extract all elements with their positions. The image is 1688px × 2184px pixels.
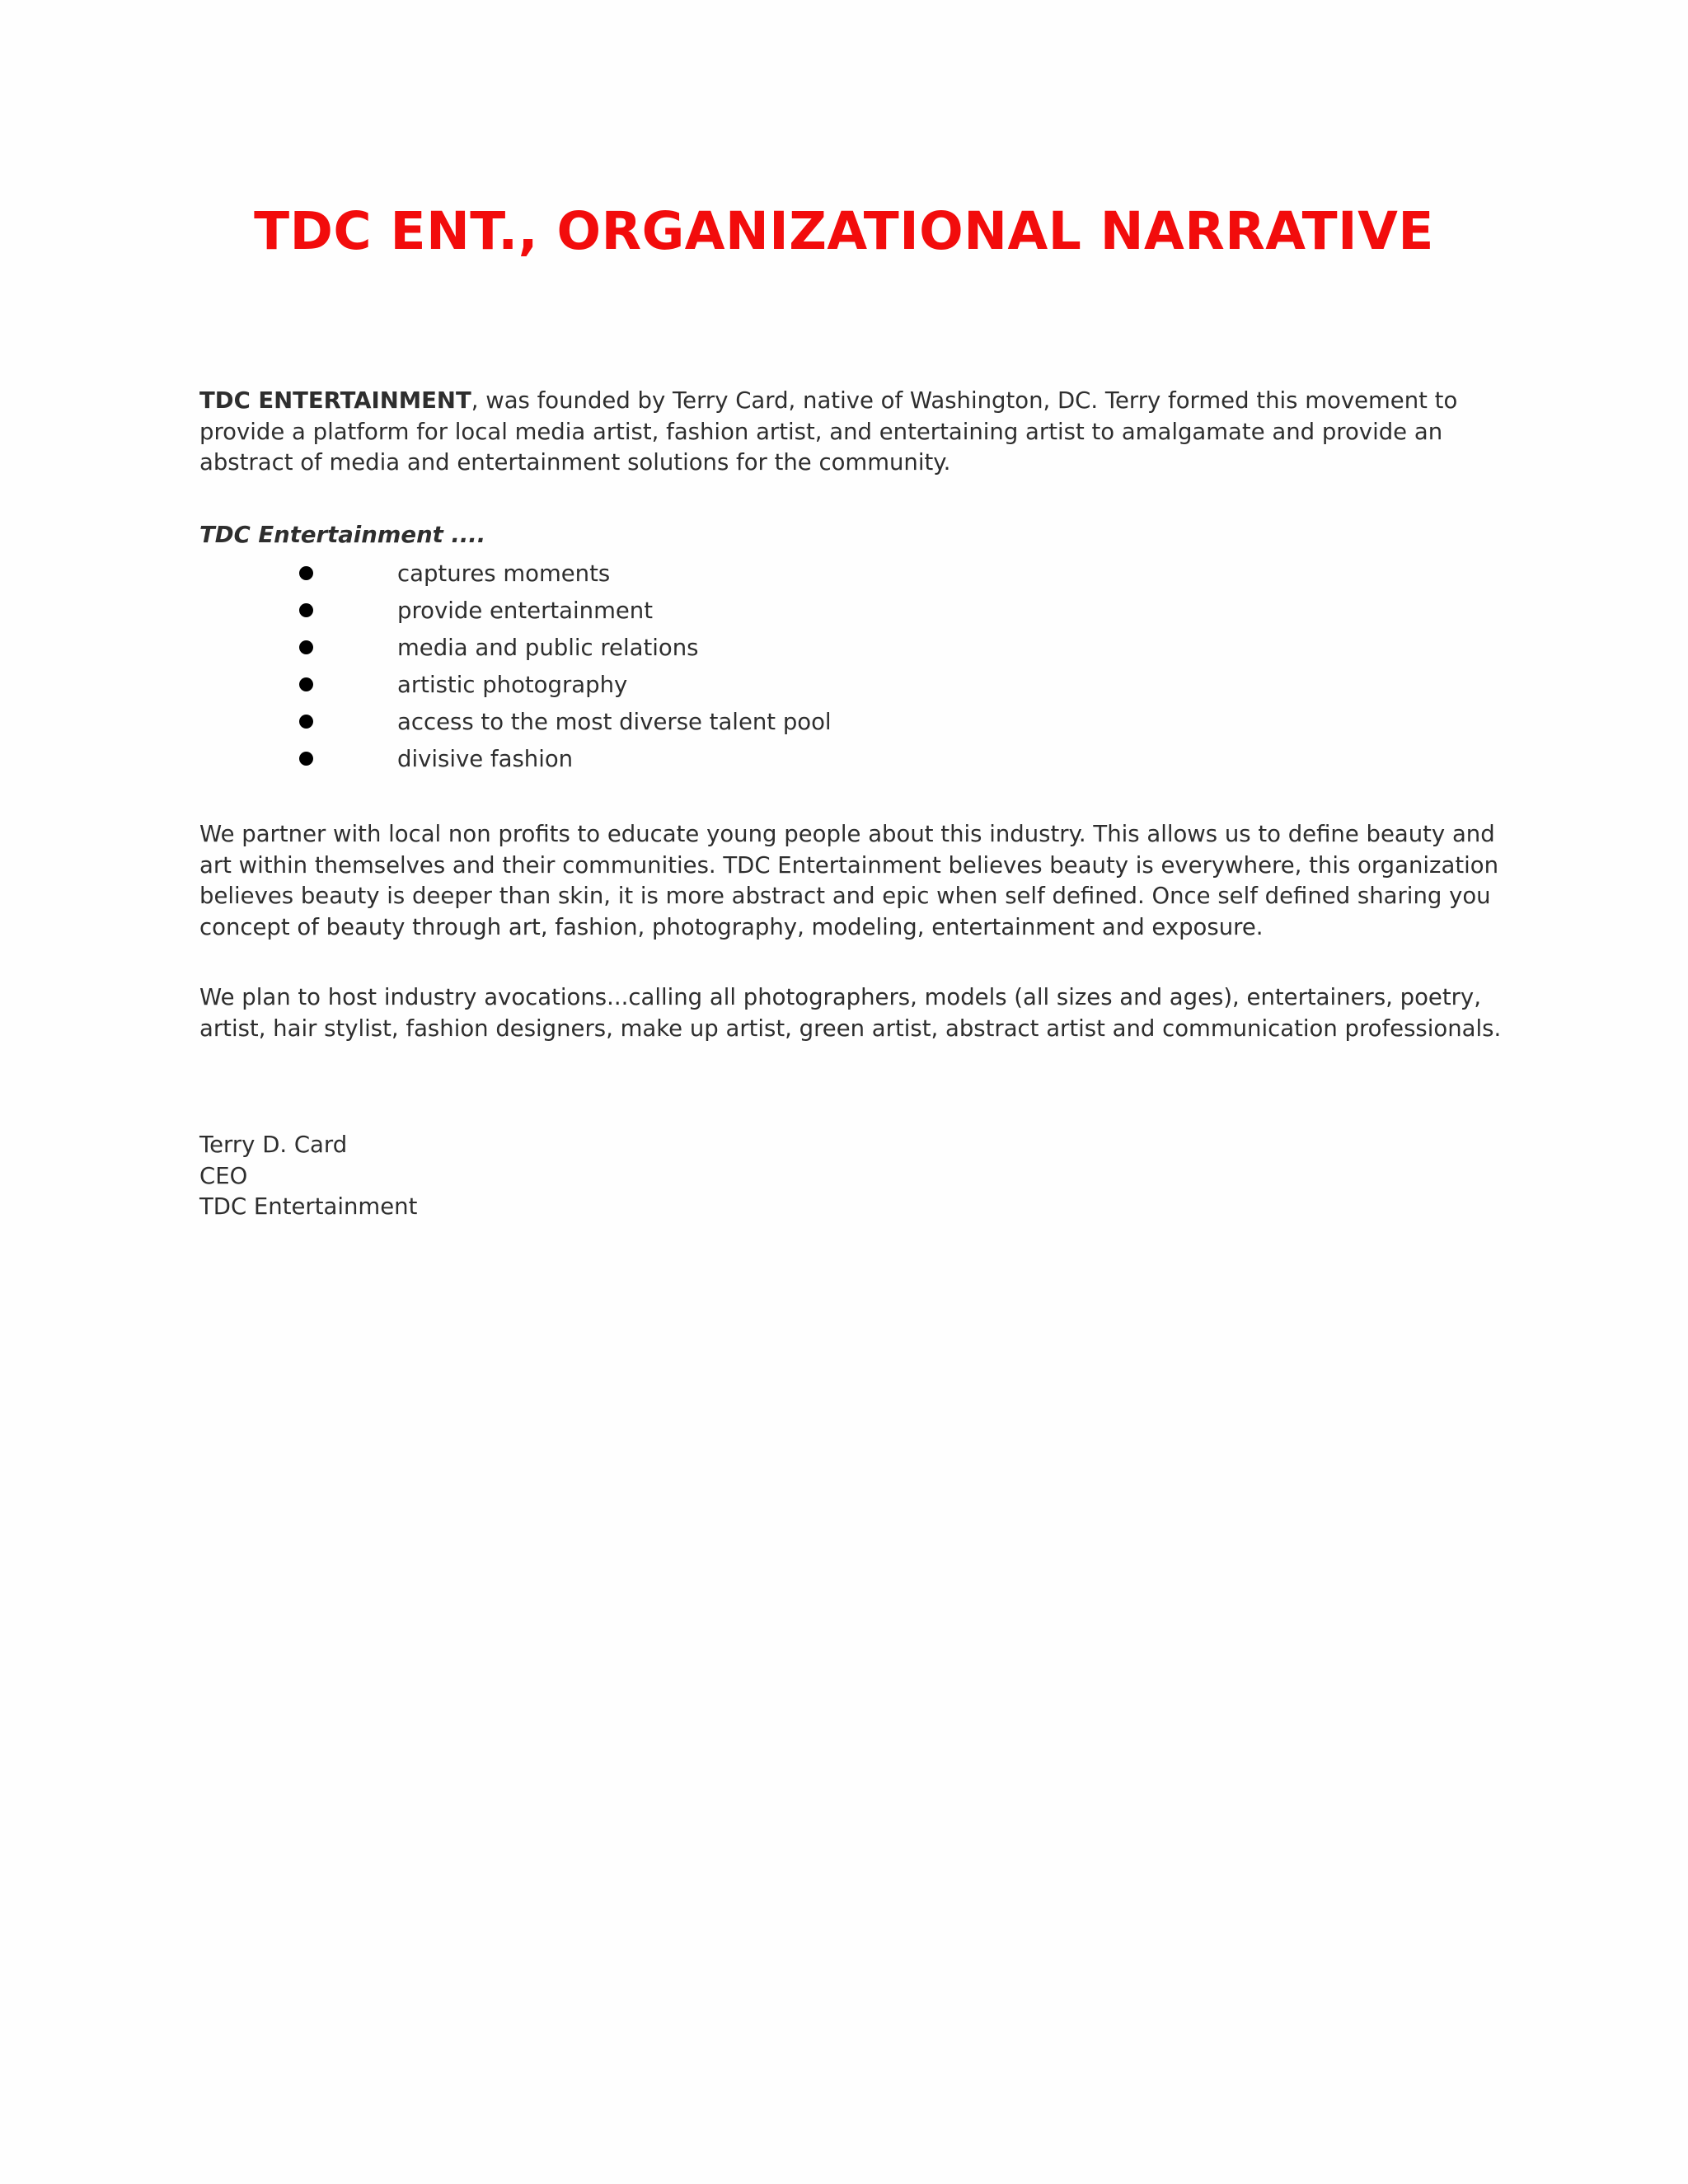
document-body [199,386,1502,1223]
bullet-dot-icon [299,640,313,654]
list-item-text: provide entertainment [397,598,653,624]
list-heading: TDC Entertainment .... [199,521,486,548]
list-item [199,741,1502,778]
list-item-text: divisive fashion [397,746,574,772]
bullet-dot-icon [299,752,313,766]
list-item-text: access to the most diverse talent pool [397,709,832,735]
mission-paragraph: We partner with local non profits to educate young people about this industry. This allows us to define beauty and art within themselves and their communities. TDC Entertainment believes beauty is everywhere, this organization believes beauty is deeper than skin, it is more abstract and epic when self defined. Once self defined sharing you concept of beauty through art, fashion, photography, modeling, entertainment and exposure. [199,821,1499,940]
list-item [199,667,1502,704]
bullet-dot-icon [299,715,313,729]
events-paragraph: We plan to host industry avocations...calling all photographers, models (all sizes and ages), entertainers, poetry, artist, hair stylist, fashion designers, make up artist, green artist, abstract artist and communication professionals. [199,984,1502,1042]
signature-role: CEO [199,1162,248,1189]
bullet-dot-icon [299,603,313,617]
bullet-dot-icon [299,677,313,691]
intro-text: , was founded by Terry Card, native of Washington, DC. Terry formed this movement to provide a platform for local media artist, fashion artist, and entertaining artist to amalgamate and provide an abstract of media and entertainment solutions for the community. [199,387,1458,476]
document-title: TDC ENT., ORGANIZATIONAL NARRATIVE [254,201,1434,261]
intro-bold-lead: TDC ENTERTAINMENT [199,387,471,414]
services-list [199,555,1502,778]
list-item [199,555,1502,593]
list-item [199,704,1502,741]
list-item [199,593,1502,630]
list-item-text: artistic photography [397,672,628,698]
list-item-text: captures moments [397,560,611,587]
signature-block [199,1130,1502,1223]
intro-paragraph [199,386,1502,479]
signature-company: TDC Entertainment [199,1193,418,1220]
signature-name: Terry D. Card [199,1132,348,1158]
bullet-dot-icon [299,566,313,580]
list-item [199,630,1502,667]
list-item-text: media and public relations [397,635,699,661]
